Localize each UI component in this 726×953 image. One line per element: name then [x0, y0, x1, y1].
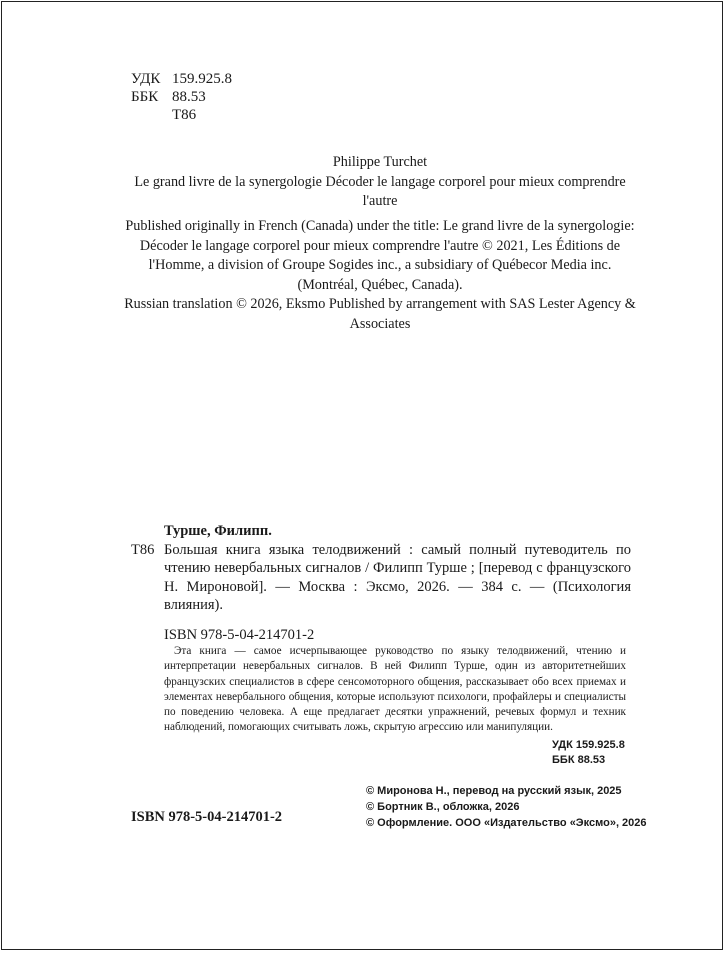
russian-translation: Russian translation © 2026, Eksmo Published by arrangement with SAS Lester Agency & Associates: [124, 296, 636, 332]
credit-translation: © Миронова Н., перевод на русский язык, 2025: [366, 785, 622, 797]
udk-label: УДК: [131, 71, 161, 87]
credit-design: © Оформление. ООО «Издательство «Эксмо», 2026: [366, 817, 647, 829]
publication-info: [120, 217, 640, 334]
original-author: Philippe Turchet: [332, 154, 428, 170]
abstract-udk: УДК 159.925.8: [552, 739, 625, 751]
original-title: Le grand livre de la synergologie Décoder le langage corporel pour mieux comprendre l'autre: [134, 173, 626, 209]
catalog-description: Большая книга языка телодвижений : самый полный путеводитель по чтению невербальных сигналов / Филипп Турше ; [перевод с французского Н. Мироновой]. — Москва : Эксмо, 2026. — 384 с. — (Психология влияния).: [164, 541, 631, 613]
abstract-codes: [552, 738, 625, 768]
bbk-label: ББК: [131, 89, 159, 105]
catalog-entry: [131, 522, 631, 644]
published-originally: Published originally in French (Canada) under the title: Le grand livre de la synergologie: Décoder le langage corporel pour mieux comprendre l'autre © 2021, Les Éditions de l'Homme, a division of Groupe Sogides inc., a subsidiary of Québecor Media inc. (Montréal, Québec, Canada).: [125, 218, 635, 293]
udk-value: 159.925.8: [172, 71, 232, 87]
isbn-bottom: ISBN 978-5-04-214701-2: [131, 809, 283, 825]
abstract-text: Эта книга — самое исчерпывающее руководство по языку телодвижений, чтению и интерпретации невербальных сигналов. В ней Филипп Турше, один из авторитетнейших французских специалистов в сфере сенсомоторного общения, рассказывает обо всех приемах и элементах невербального общения, которые используют психологи, профайлеры и специалисты по поведению человека. А еще предлагает десятки упражнений, речевых формул и техник наблюдений, помогающих считывать ложь, скрытую агрессию или манипуляции.: [164, 645, 626, 734]
copyright-credits: [366, 783, 647, 831]
classification-codes: [131, 70, 232, 124]
bbk-value: 88.53: [172, 89, 206, 105]
catalog-author: Турше, Филипп.: [164, 523, 272, 539]
credit-cover: © Бортник В., обложка, 2026: [366, 801, 520, 813]
abstract-bbk: ББК 88.53: [552, 754, 606, 766]
catalog-isbn: ISBN 978-5-04-214701-2: [164, 626, 315, 643]
original-title-block: [120, 153, 640, 212]
catalog-code: Т86: [131, 541, 155, 558]
author-mark: Т86: [172, 107, 197, 123]
